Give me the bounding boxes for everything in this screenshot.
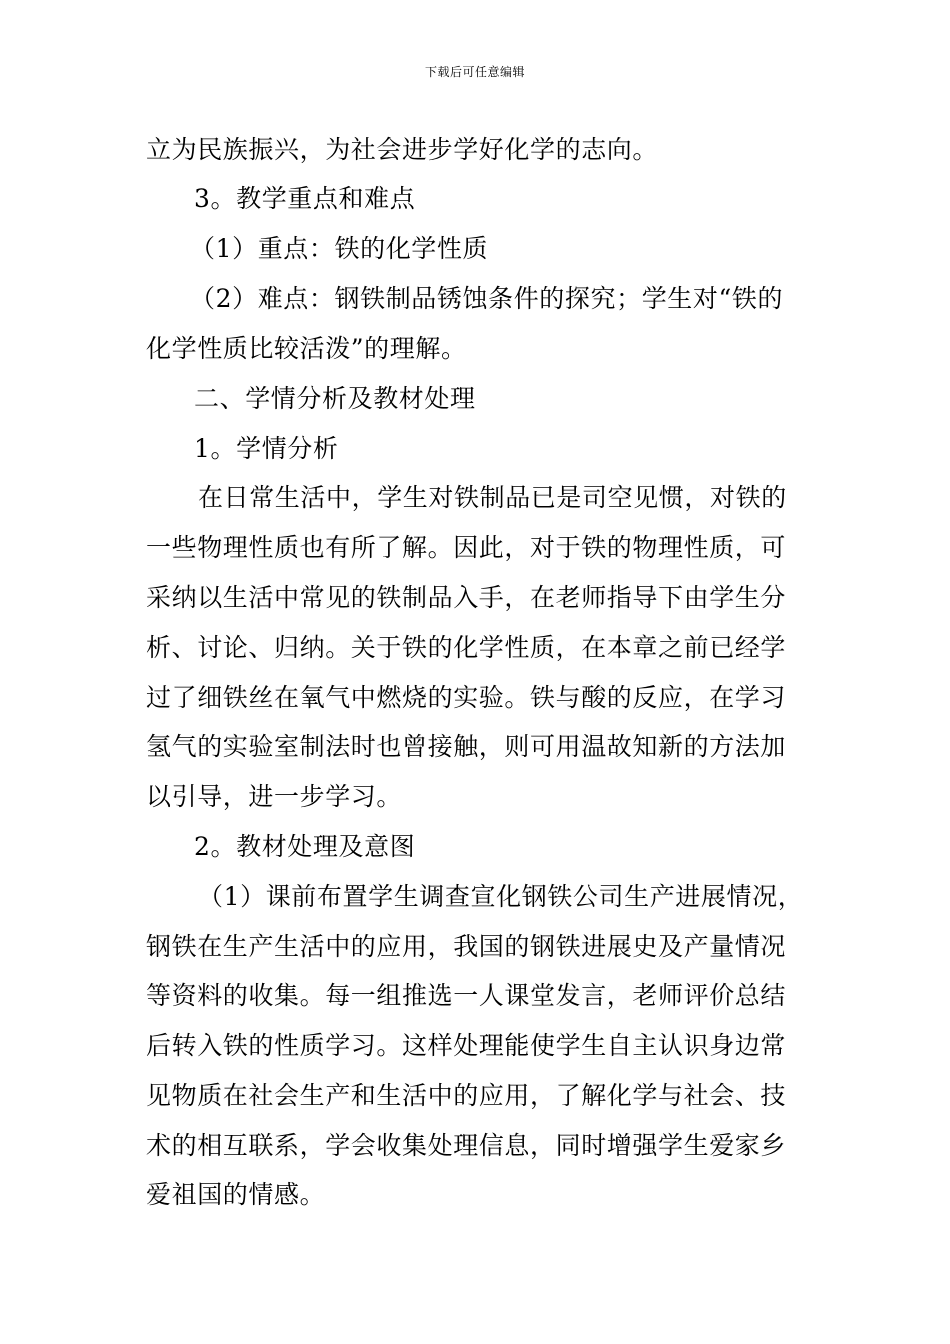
body-line: 化学性质比较活泼”的理解。 — [146, 334, 467, 363]
section-heading: 二、学情分析及教材处理 — [194, 384, 476, 413]
page-header: 下载后可任意编辑 — [424, 65, 525, 79]
body-line: 立为民族振兴，为社会进步学好化学的志向。 — [146, 135, 659, 164]
body-line: 后转入铁的性质学习。这样处理能使学生自主认识身边常 — [146, 1031, 787, 1060]
body-line: 术的相互联系，学会收集处理信息，同时增强学生爱家乡 — [146, 1131, 787, 1160]
body-line: 爱祖国的情感。 — [146, 1180, 326, 1209]
body-line: 等资料的收集。每一组推选一人课堂发言，老师评价总结 — [146, 981, 787, 1010]
body-line: 在日常生活中，学生对铁制品已是司空见惯，对铁的 — [198, 483, 787, 512]
body-line: （1）课前布置学生调查宣化钢铁公司生产进展情况， — [198, 882, 804, 911]
body-line: 析、讨论、归纳。关于铁的化学性质，在本章之前已经学 — [146, 633, 787, 662]
body-line: 钢铁在生产生活中的应用，我国的钢铁进展史及产量情况 — [146, 932, 787, 961]
body-line: （1）重点：铁的化学性质 — [190, 234, 489, 263]
body-line: （2）难点：钢铁制品锈蚀条件的探究；学生对“铁的 — [190, 284, 784, 313]
body-line: 氢气的实验室制法时也曾接触，则可用温故知新的方法加 — [146, 732, 787, 761]
body-line: 一些物理性质也有所了解。因此，对于铁的物理性质，可 — [146, 533, 787, 562]
body-line: 采纳以生活中常见的铁制品入手，在老师指导下由学生分 — [146, 583, 787, 612]
section-heading: 2。教材处理及意图 — [194, 832, 416, 861]
section-heading: 3。教学重点和难点 — [194, 184, 416, 213]
section-heading: 1。学情分析 — [194, 434, 339, 463]
body-line: 过了细铁丝在氧气中燃烧的实验。铁与酸的反应，在学习 — [146, 683, 787, 712]
body-line: 以引导，进一步学习。 — [146, 782, 403, 811]
body-line: 见物质在社会生产和生活中的应用，了解化学与社会、技 — [146, 1081, 787, 1110]
